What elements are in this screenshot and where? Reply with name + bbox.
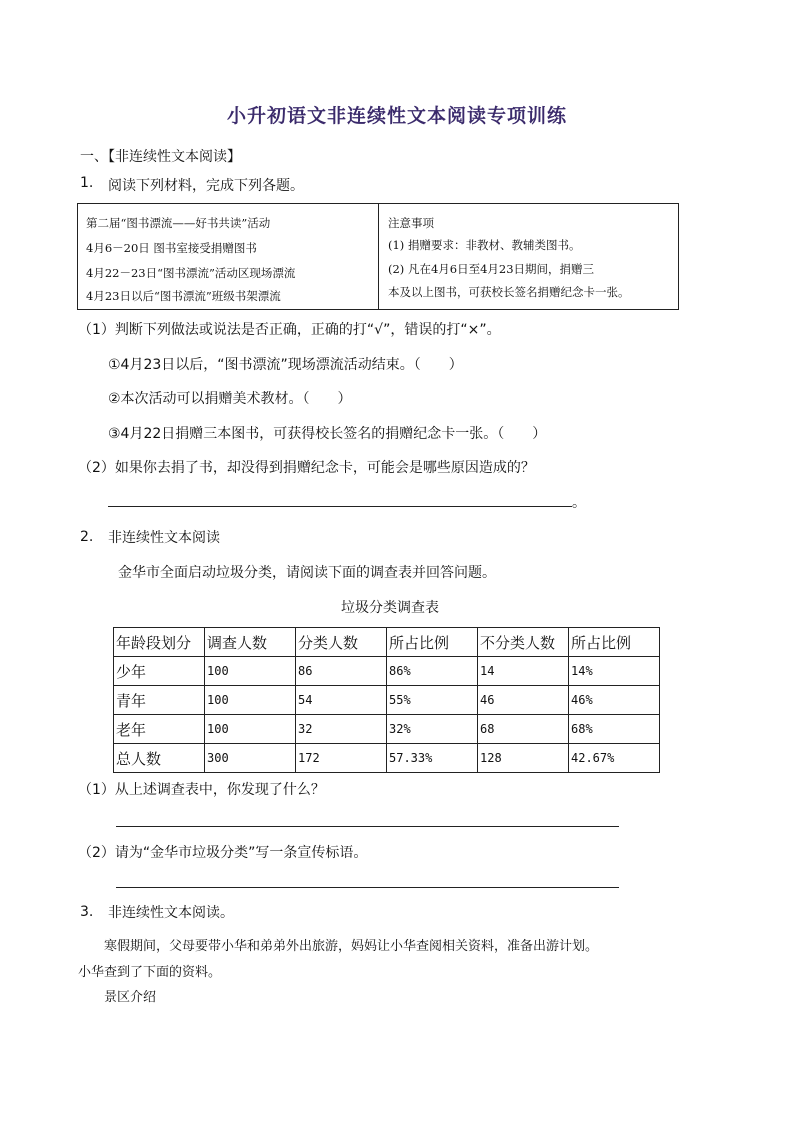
table-cell: 86% [387,657,478,686]
table-row [114,744,660,773]
table-cell: 300 [205,744,296,773]
box-divider [378,204,379,309]
table-cell: 14% [569,657,660,686]
table-cell: 46 [478,686,569,715]
activity-line: 4月6－20日 图书室接受捐赠图书 [86,241,257,255]
notice-line: (2) 凡在4月6日至4月23日期间，捐赠三 [388,262,595,276]
notice-heading: 注意事项 [388,216,434,230]
table-cell: 54 [296,686,387,715]
q1-number: 1. [80,175,94,191]
page-title: 小升初语文非连续性文本阅读专项训练 [226,105,567,127]
table-row [114,657,660,686]
table-cell: 68 [478,715,569,744]
answer-line[interactable] [108,506,572,507]
answer-line[interactable] [116,826,619,827]
survey-table [113,627,660,773]
notice-line: 本及以上图书，可获校长签名捐赠纪念卡一张。 [388,285,630,299]
q2-subquestion-1: （1）从上述调查表中，你发现了什么？ [78,782,325,798]
table-cell: 42.67% [569,744,660,773]
q2-heading: 非连续性文本阅读 [108,530,220,546]
judge-item: ③4月22日捐赠三本图书，可获得校长签名的捐赠纪念卡一张。（ ） [108,426,547,442]
table-row [114,715,660,744]
q3-paragraph-line: 寒假期间，父母要带小华和弟弟外出旅游，妈妈让小华查阅相关资料，准备出游计划。 [104,939,599,954]
q3-number: 3. [80,904,94,920]
activity-heading: 第二届“图书漂流——好书共读”活动 [86,216,271,230]
table-cell: 14 [478,657,569,686]
q1-subquestion-2: （2）如果你去捐了书，却没得到捐赠纪念卡，可能会是哪些原因造成的？ [78,460,535,476]
q2-number: 2. [80,529,94,545]
table-cell: 32% [387,715,478,744]
table-cell: 55% [387,686,478,715]
table-cell: 46% [569,686,660,715]
table-cell: 100 [205,686,296,715]
judge-item: ②本次活动可以捐赠美术教材。（ ） [108,391,352,407]
q2-intro: 金华市全面启动垃圾分类，请阅读下面的调查表并回答问题。 [118,565,496,581]
table-cell: 32 [296,715,387,744]
table-cell: 128 [478,744,569,773]
table-cell: 老年 [114,715,205,744]
column-header: 不分类人数 [478,628,569,657]
column-header: 年龄段划分 [114,628,205,657]
table-row [114,686,660,715]
answer-end-mark: 。 [572,495,586,511]
column-header: 分类人数 [296,628,387,657]
table-cell: 86 [296,657,387,686]
q1-subquestion-1: （1）判断下列做法或说法是否正确，正确的打“√”，错误的打“×”。 [78,322,501,338]
answer-line[interactable] [116,887,619,888]
q3-heading: 非连续性文本阅读。 [108,905,234,921]
column-header: 调查人数 [205,628,296,657]
table-cell: 68% [569,715,660,744]
activity-line: 4月23日以后“图书漂流”班级书架漂流 [86,289,281,303]
table-title: 垃圾分类调查表 [341,600,439,616]
table-cell: 总人数 [114,744,205,773]
section-heading: 一、【非连续性文本阅读】 [80,149,241,165]
table-cell: 172 [296,744,387,773]
table-cell: 青年 [114,686,205,715]
q1-prompt: 阅读下列材料，完成下列各题。 [108,178,304,194]
q2-subquestion-2: （2）请为“金华市垃圾分类”写一条宣传标语。 [78,845,368,861]
column-header: 所占比例 [387,628,478,657]
column-header: 所占比例 [569,628,660,657]
notice-line: (1) 捐赠要求：非教材、教辅类图书。 [388,238,581,252]
table-cell: 少年 [114,657,205,686]
table-cell: 57.33% [387,744,478,773]
q3-subheading: 景区介绍 [104,990,157,1005]
table-header-row [114,628,660,657]
activity-notice-box [77,203,679,310]
table-cell: 100 [205,715,296,744]
q3-paragraph-line: 小华查到了下面的资料。 [78,965,222,980]
table-cell: 100 [205,657,296,686]
judge-item: ①4月23日以后，“图书漂流”现场漂流活动结束。（ ） [108,357,463,373]
activity-line: 4月22－23日“图书漂流”活动区现场漂流 [86,266,296,280]
